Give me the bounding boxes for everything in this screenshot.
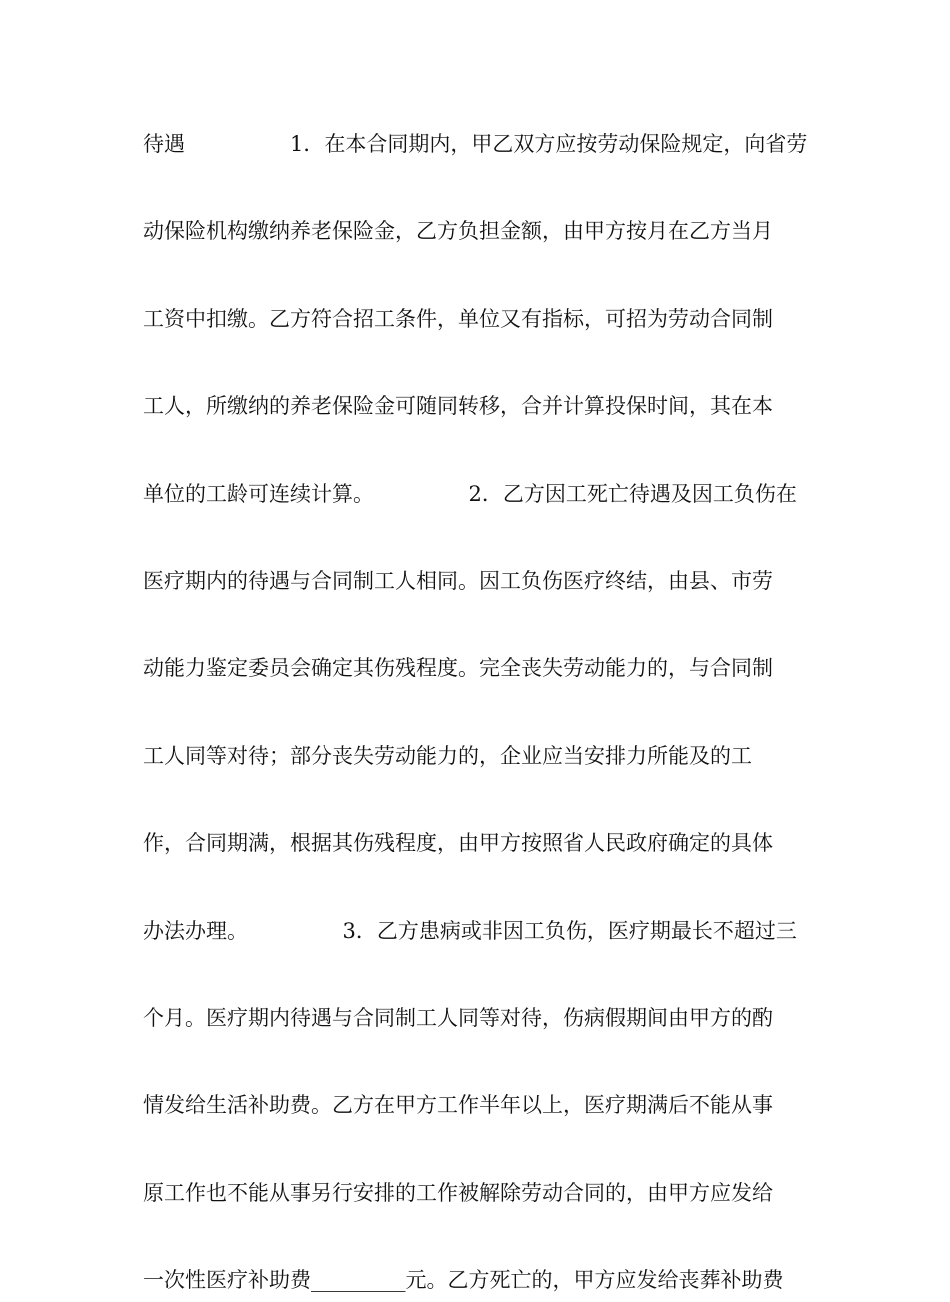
text-line: 工资中扣缴。乙方符合招工条件，单位又有指标，可招为劳动合同制 bbox=[143, 306, 773, 331]
text-line: 单位的工龄可连续计算。 2．乙方因工死亡待遇及因工负伤在 bbox=[143, 481, 797, 506]
text-line: 情发给生活补助费。乙方在甲方工作半年以上，医疗期满后不能从事 bbox=[143, 1093, 773, 1118]
text-line: 原工作也不能从事另行安排的工作被解除劳动合同的，由甲方应发给 bbox=[143, 1180, 773, 1205]
text-line: 作，合同期满，根据其伤残程度，由甲方按照省人民政府确定的具体 bbox=[143, 831, 773, 856]
text-line: 个月。医疗期内待遇与合同制工人同等对待，伤病假期间由甲方的酌 bbox=[143, 1005, 773, 1030]
text-line: 工人同等对待；部分丧失劳动能力的，企业应当安排力所能及的工 bbox=[143, 743, 752, 768]
text-line: 待遇 1．在本合同期内，甲乙双方应按劳动保险规定，向省劳 bbox=[143, 132, 808, 156]
text-line: 一次性医疗补助费_________元。乙方死亡的，甲方应发给丧葬补助费 bbox=[143, 1268, 784, 1293]
contract-text-body bbox=[143, 122, 813, 1302]
text-line: 动能力鉴定委员会确定其伤残程度。完全丧失劳动能力的，与合同制 bbox=[143, 656, 773, 681]
text-line: 医疗期内的待遇与合同制工人相同。因工负伤医疗终结，由县、市劳 bbox=[143, 568, 773, 593]
text-line: 动保险机构缴纳养老保险金，乙方负担金额，由甲方按月在乙方当月 bbox=[143, 219, 773, 244]
text-line: 工人，所缴纳的养老保险金可随同转移，合并计算投保时间，其在本 bbox=[143, 394, 773, 419]
text-line: 办法办理。 3．乙方患病或非因工负伤，医疗期最长不超过三 bbox=[143, 918, 797, 943]
